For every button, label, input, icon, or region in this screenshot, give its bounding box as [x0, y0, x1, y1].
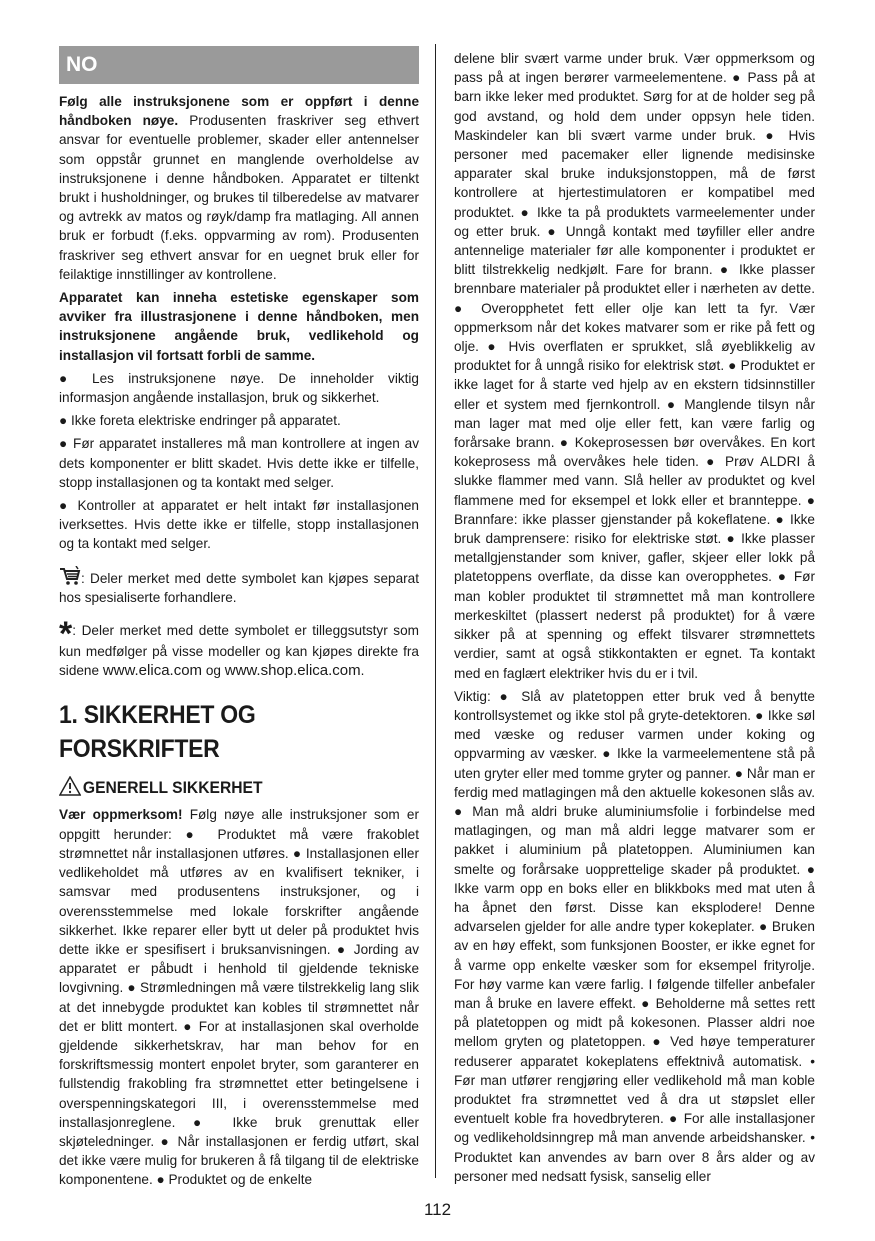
safety-paragraph-continued: delene blir svært varme under bruk. Vær oppmerksom og pass på at ingen berører varmeelementene. ● Pass på at barn ikke leker med produktet. Sørg for at de holder seg på god avstand, og hold dem under oppsyn hele tiden. Maskindeler kan bli svært varme under bruk. ● Hvis personer med pacemaker eller lignende medisinske apparater skal bruke induksjonstoppen, må de først kontrollere at hjertestimulatoren er kompatibel med produktet. ● Ikke ta på produktets varmeelementer under og etter bruk. ● Unngå kontakt med tøyfiller eller andre antennelige materialer før alle komponenter i produktet er blitt tilstrekkelig nedkjølt. Fare for brann. ● Ikke plasser brennbare materialer på produktet eller i nærheten av dette. ● Overopphetet fett eller olje kan lett ta fyr. Vær oppmerksom når det kokes matvarer som er rike på fett og olje. ● Hvis overflaten er sprukket, slå øyeblikkelig av produktet for å unngå risiko for elektrisk støt. ● Produktet er ikke laget for å starte ved hjelp av en ekstern tidsinnstiller eller et system med fjernkontroll. ● Manglende tilsyn når man lager mat med olje eller fett, kan være farlig og forårsake brann. ● Kokeprosessen bør overvåkes. En kort kokeprosess må overvåkes hele tiden. ● Prøv ALDRI å slukke flammer med vann. Slå heller av produktet og kvel flammene med for eksempel et lokk eller et brannteppe. ● Brannfare: ikke plasser gjenstander på kokeflatene. ● Ikke bruk damprensere: risiko for elektriske støt. ● Ikke plasser metallgjenstander som kniver, gafler, skjeer eller lokk på platetoppens overflate, da disse kan overopphetes. ● Før man kobler produktet til strømnettet må man kontrollere merkeskiltet (plassert nederst på produktet) for å være sikker på at spenning og effekt tilsvarer strømnettets verdier, samt at også stikkontakten er egnet. Ta kontakt med en faglært elektriker hvis du er i tvil. — [454, 51, 815, 681]
language-tag: NO — [59, 46, 419, 84]
cart-note-text: : Deler merket med dette symbolet kan kjøpes separat hos spesialiserte forhandlere. — [59, 570, 419, 605]
section-title-line-1: 1. SIKKERHET OG — [59, 701, 256, 730]
cart-symbol-note — [59, 566, 419, 607]
page-number: 112 — [423, 1200, 452, 1219]
elica-link[interactable]: www.elica.com — [102, 662, 203, 680]
bullet-item: ● Kontroller at apparatet er helt intakt før installasjonen iverksettes. Hvis dette ikke er tilfelle, stopp installasjonen og ta kontakt med selger. — [59, 498, 419, 552]
column-divider — [435, 44, 436, 1178]
bullet-item: ● Før apparatet installeres må man kontrollere at ingen av dets komponenter er blitt skadet. Hvis dette ikke er tilfelle, stopp installasjonen og ta kontakt med selger. — [59, 436, 419, 490]
general-text: Følg nøye alle instruksjoner som er oppgitt herunder: ● Produktet må være frakoblet strømnettet når installasjonen utføres. ● Installasjonen eller vedlikeholdet må utføres av en kvalifisert tekniker, i samsvar med produsentens instruksjoner, og i overensstemmelse med lokale forskrifter angående sikkerhet. Ikke reparer eller bytt ut deler på produktet hvis dette ikke er spesifisert i bruksanvisningen. ● Jording av apparatet er påbudt i henhold til gjeldende tekniske lovgivning. ● Strømledningen må være tilstrekkelig lang slik at det innebygde produktet kan kobles til strømnettet når det er blitt montert. ● For at installasjonen skal overholde gjeldende sikkerhetskrav, har man behov for en forskriftsmessig montert enpolet bryter, som garanterer en fullstendig frakobling fra strømnettet etter betingelsene i overspenningskategori III, i overensstemmelse med installasjonreglene. ● Ikke bruk grenuttak eller skjøteledninger. ● Når installasjonen er ferdig utført, skal det ikke være mulig for brukeren å få tilgang til de elektriske komponentene. ● Produktet og de enkelte — [59, 807, 419, 1188]
intro-paragraph — [59, 92, 419, 284]
bullet-item: ● Ikke foreta elektriske endringer på apparatet. — [59, 413, 341, 429]
section-title-line-2: FORSKRIFTER — [59, 735, 220, 764]
star-note-text: : Deler merket med dette symbolet er tilleggsutstyr som kun medfølger på visse modeller og kan kjøpes direkte fra sidene — [59, 623, 419, 679]
warning-icon — [59, 776, 83, 796]
general-bold: Vær oppmerksom! — [59, 807, 183, 823]
star-symbol-note — [59, 615, 419, 680]
bullet-item: ● Les instruksjonene nøye. De inneholder viktig informasjon angående installasjon, bruk og sikkerhet. — [59, 370, 419, 406]
right-column — [454, 49, 815, 1190]
url-end: . — [360, 663, 365, 679]
elica-shop-link[interactable]: www.shop.elica.com — [224, 662, 361, 680]
intro-bold: Følg alle instruksjonene som er oppført i denne håndboken nøye. — [59, 94, 419, 129]
subsection-title — [59, 776, 390, 799]
url-joiner: og — [202, 663, 225, 679]
section-title — [59, 698, 390, 766]
intro-text: Produsenten fraskriver seg ethvert ansvar for eventuelle problemer, skader eller antennelser som oppstår grunnet en manglende overholdelse av instruksjonene i denne håndboken. Apparatet er tiltenkt brukt i husholdninger, og brukes til tilberedelse av matvarer og avtrekk av matos og røyk/damp fra matlaging. All annen bruk er forbudt (f.eks. oppvarming av rom). Produsenten fraskriver seg ethvert ansvar for en uegnet bruk eller for feilaktige innstillinger av kontrollene. — [59, 113, 419, 282]
important-paragraph: Viktig: ● Slå av platetoppen etter bruk ved å benytte kontrollsystemet og ikke stol på gryte-detektoren. ● Ikke søl med væske og reduser varmen under koking og oppvarming av væsker. ● Ikke la varmeelementene stå på uten gryter eller med tomme gryter og panner. ● Når man er ferdig med matlagingen må den aktuelle kokesonen slås av. ● Man må aldri bruke aluminiumsfolie i forbindelse med matlagingen, og man må aldri legge matvarer som er pakket i aluminium på platetoppen. Aluminiumen kan smelte og forårsake uopprettelige skader på produktet. ● Ikke varm opp en boks eller en blikkboks med mat uten å ha åpnet den først. Disse kan eksplodere! Denne advarselen gjelder for alle andre typer kokeplater. ● Bruken av en høy effekt, som funksjonen Booster, er ikke egnet for å varme opp enkelte væsker som for eksempel frityrolje. For høy varme kan være farlig. I følgende tilfeller anbefaler man å bruke en lavere effekt. ● Beholderne må settes rett på platetoppen og midt på kokesonen. Plasser aldri noe mellom gryten og platetoppen. ● Ved høye temperaturer reduserer apparatet kokeplatens effektnivå automatisk. • Før man utfører rengjøring eller vedlikehold må man koble produktet fra strømnettet ved å dra ut støpslet eller eventuelt koble fra hovedbryteren. ● For alle installasjoner og vedlikeholdsinngrep må man anvende arbeidshansker. • Produktet kan anvendes av barn over 8 års alder og av personer med nedsatt fysisk, sanselig eller — [454, 688, 815, 1184]
aesthetic-note: Apparatet kan inneha estetiske egenskaper som avviker fra illustrasjonene i denne håndboken, men instruksjonene angående bruk, vedlikehold og installasjon vil fortsatt forbli de samme. — [59, 290, 419, 363]
asterisk-icon: * — [59, 615, 73, 654]
left-column — [59, 46, 419, 1194]
subsection-title-text: GENERELL SIKKERHET — [82, 778, 263, 798]
general-safety-paragraph — [59, 805, 419, 1189]
shopping-cart-icon — [59, 566, 81, 586]
